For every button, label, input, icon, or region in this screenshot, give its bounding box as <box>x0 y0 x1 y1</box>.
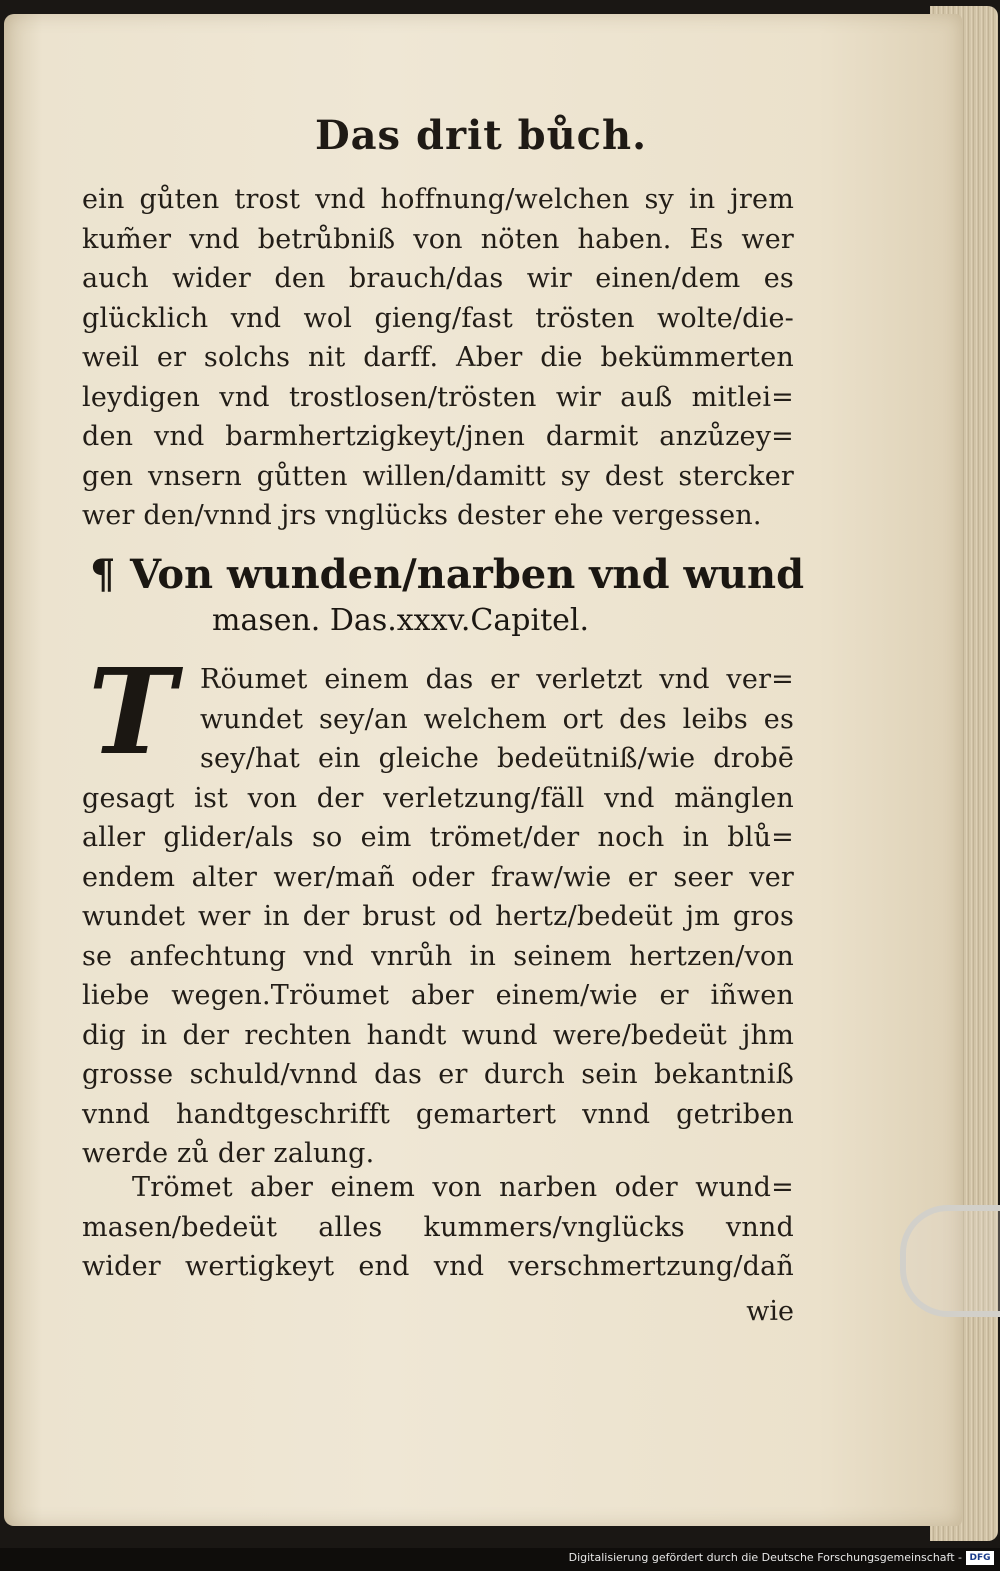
text-line: leydigen vnd trostlosen/trösten wir auß mitlei= <box>82 381 794 413</box>
running-head: Das drit bůch. <box>314 112 648 159</box>
text-line: grosse schuld/vnnd das er durch sein bekantniß <box>82 1059 794 1090</box>
chapter-heading <box>90 550 805 642</box>
text-line: wer den/vnnd jrs vnglücks dester ehe vergessen. <box>82 500 762 531</box>
text-line: kum̃er vnd betrůbniß von nöten haben. Es wer <box>82 223 794 255</box>
text-line: gesagt ist von der verletzung/fäll vnd mänglen <box>82 782 794 814</box>
text-line: ein gůten trost vnd hoffnung/welchen sy in jrem <box>82 184 794 215</box>
drop-cap-initial: T <box>88 642 176 781</box>
text-line: wundet sey/an welchem ort des leibs es <box>200 703 794 735</box>
chapter-paragraph <box>82 642 794 1174</box>
pilcrow-icon: ¶ <box>90 551 116 598</box>
text-line: endem alter wer/mañ oder fraw/wie er seer ver <box>82 861 794 893</box>
text-line: gen vnsern gůtten willen/damitt sy dest stercker <box>82 460 794 492</box>
text-line: liebe wegen.Tröumet aber einem/wie er iñwen <box>82 980 794 1011</box>
text-line: se anfechtung vnd vnrůh in seinem hertzen/von <box>82 940 794 972</box>
dfg-logo: DFG <box>966 1551 994 1565</box>
closing-paragraph <box>82 1168 794 1287</box>
catchword: wie <box>746 1296 794 1327</box>
text-line: sey/hat ein gleiche bedeütniß/wie drobē <box>200 743 794 774</box>
text-line: wider wertigkeyt end vnd verschmertzung/dañ <box>82 1251 794 1282</box>
chapter-title-line-2: masen. Das.xxxv.Capitel. <box>212 603 590 638</box>
text-line: werde zů der zalung. <box>82 1138 375 1169</box>
text-line: vnnd handtgeschrifft gemartert vnnd getriben <box>82 1098 794 1130</box>
digitization-credit: Digitalisierung gefördert durch die Deutsche Forschungsgemeinschaft - <box>568 1551 962 1564</box>
text-line: Trömet aber einem von narben oder wund= <box>132 1172 794 1203</box>
chapter-title-text: Von wunden/narben vnd wund <box>130 551 805 598</box>
text-line: dig in der rechten handt wund were/bedeüt jhm <box>82 1019 794 1051</box>
text-line: den vnd barmhertzigkeyt/jnen darmit anzůzey= <box>82 421 794 452</box>
body-paragraph <box>82 180 794 536</box>
text-line: glücklich vnd wol gieng/fast trösten wolte/die- <box>82 302 794 334</box>
text-line: wundet wer in der brust od hertz/bedeüt jm gros <box>82 901 794 932</box>
text-line: weil er solchs nit darff. Aber die bekümmerten <box>82 342 794 373</box>
text-line: masen/bedeüt alles kummers/vnglücks vnnd <box>82 1211 794 1243</box>
text-line: auch wider den brauch/das wir einen/dem es <box>82 263 794 294</box>
text-line: Röumet einem das er verletzt vnd ver= <box>200 664 794 695</box>
page-clip <box>900 1205 1000 1317</box>
text-line: aller glider/als so eim trömet/der noch in blů= <box>82 822 794 853</box>
chapter-title-line-1 <box>90 550 805 600</box>
